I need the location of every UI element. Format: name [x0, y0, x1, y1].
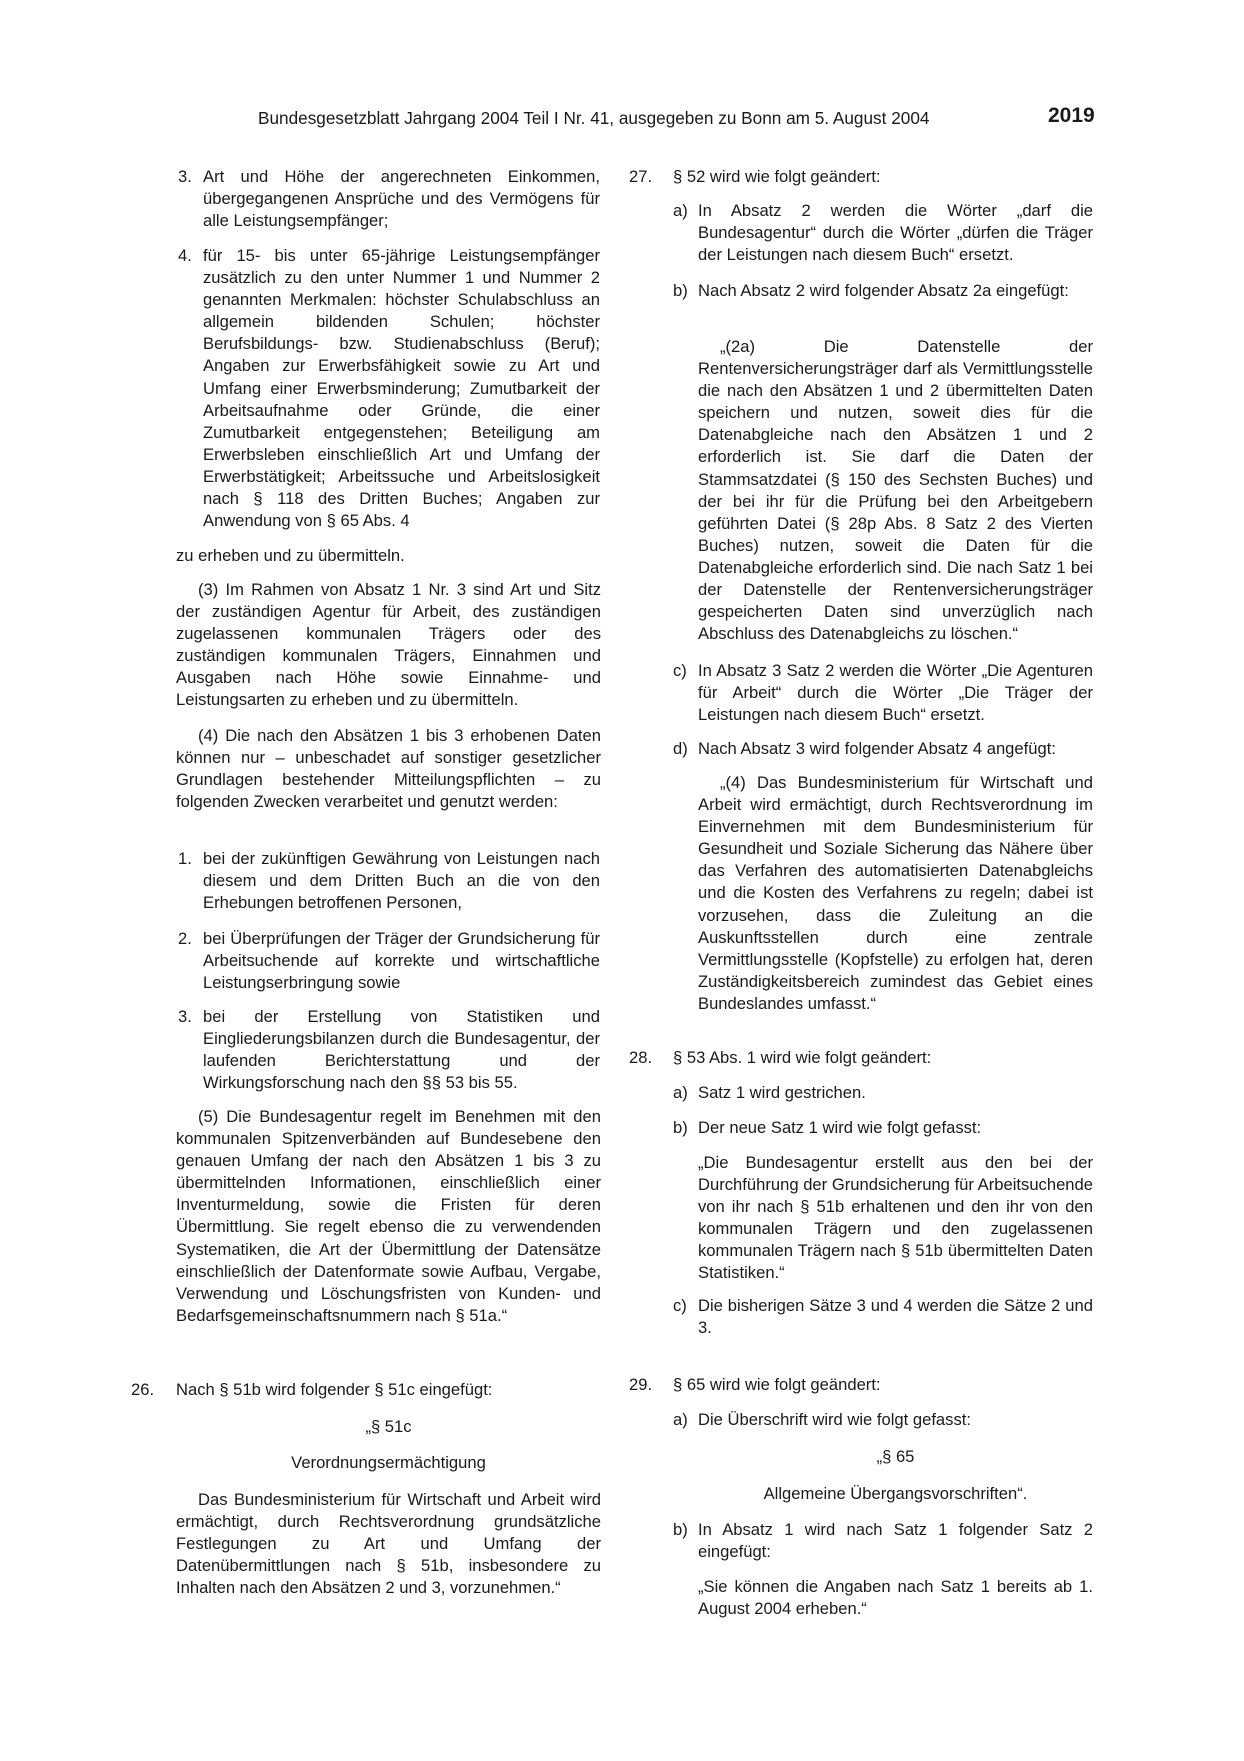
sub-item-text: In Absatz 1 wird nach Satz 1 folgender Satz 2 eingefügt: [698, 1520, 1093, 1562]
list-number: 1. [178, 849, 192, 868]
section-title: Verordnungsermächtigung [291, 1453, 486, 1472]
list-number: 3. [178, 167, 192, 186]
sub-item-text: In Absatz 2 werden die Wörter „darf die Bundesagentur“ durch die Wörter „dürfen die Träger der Leistungen nach diesem Buch“ ersetzt. [698, 201, 1093, 265]
item-text: § 53 Abs. 1 wird wie folgt geändert: [673, 1048, 932, 1067]
list-number: 3. [178, 1007, 192, 1026]
item-number: 28. [629, 1048, 653, 1067]
sub-item-text: Nach Absatz 3 wird folgender Absatz 4 angefügt: [698, 739, 1056, 758]
sub-item-text: Die bisherigen Sätze 3 und 4 werden die Sätze 2 und 3. [698, 1296, 1093, 1338]
item-number: 29. [629, 1375, 653, 1394]
sub-item-text: Der neue Satz 1 wird wie folgt gefasst: [698, 1118, 982, 1137]
sub-item-text: Die Überschrift wird wie folgt gefasst: [698, 1410, 971, 1429]
sub-label: a) [673, 1410, 688, 1429]
paragraph: Das Bundesministerium für Wirtschaft und Arbeit wird ermächtigt, durch Rechtsverordnung grundsätzliche Festlegungen zu Art und Umfang der Datenübermittlungen nach § 51b, insbesondere zu Inhalten nach den Absätzen 2 und 3, vorzunehmen.“ [176, 1490, 601, 1598]
section-number: „§ 65 [876, 1447, 915, 1466]
sub-item-text: Satz 1 wird gestrichen. [698, 1083, 866, 1102]
list-item-text: bei der Erstellung von Statistiken und Eingliederungsbilanzen durch die Bundesagentur, der laufenden Berichterstattung und der Wirkungsforschung nach den §§ 53 bis 55. [203, 1007, 600, 1093]
quoted-text: „(2a) Die Datenstelle der Rentenversicherungsträger darf als Vermittlungsstelle die nach den Absätzen 1 und 2 übermittelten Daten speichern und nutzen, soweit dies für die Datenabgleiche nach den Absätzen 1 und 2 erforderlich ist. Sie darf die Daten der Stammsatzdatei (§ 150 des Sechsten Buches) und der bei ihr für die Prüfung bei den Arbeitgebern geführten Datei (§ 28p Abs. 8 Satz 2 des Vierten Buches) nutzen, soweit die Daten für die Datenabgleiche erforderlich sind. Die nach Satz 1 bei der Datenstelle der Rentenversicherungsträger gespeicherten Daten sind unverzüglich nach Abschluss des Datenabgleichs zu löschen.“ [698, 337, 1093, 644]
item-number: 27. [629, 167, 653, 186]
paragraph: (5) Die Bundesagentur regelt im Benehmen mit den kommunalen Spitzenverbänden auf Bundesebene den genauen Umfang der nach den Absätzen 1 bis 3 zu übermittelnden Informationen, einschließlich einer Inventurmeldung, sowie die Fristen für deren Übermittlung. Sie regelt ebenso die zu verwendenden Systematiken, die Art der Übermittlung der Datensätze einschließlich der Datenformate sowie Aufbau, Vergabe, Verwendung und Löschungsfristen von Kunden- und Bedarfsgemeinschaftsnummern nach § 51a.“ [176, 1107, 601, 1325]
quoted-text: „Sie können die Angaben nach Satz 1 bereits ab 1. August 2004 erheben.“ [698, 1577, 1093, 1619]
item-text: Nach § 51b wird folgender § 51c eingefügt: [176, 1380, 493, 1399]
list-item-text: für 15- bis unter 65-jährige Leistungsempfänger zusätzlich zu den unter Nummer 1 und Nummer 2 genannten Merkmalen: höchster Schulabschluss an allgemein bildenden Schulen; höchster Berufsbildungs- bzw. Studienabschluss (Beruf); Angaben zur Erwerbsfähigkeit sowie zu Art und Umfang einer Erwerbsminderung; Zumutbarkeit der Arbeitsaufnahme oder Gründe, die einer Zumutbarkeit entgegenstehen; Beteiligung am Erwerbsleben einschließlich Art und Umfang der Erwerbstätigkeit; Arbeitssuche und Arbeitslosigkeit nach § 118 des Dritten Buches; Angaben zur Anwendung von § 65 Abs. 4 [203, 246, 600, 531]
item-text: § 65 wird wie folgt geändert: [673, 1375, 881, 1394]
quoted-text: „(4) Das Bundesministerium für Wirtschaft und Arbeit wird ermächtigt, durch Rechtsverordnung im Einvernehmen mit dem Bundesministerium für Gesundheit und Soziale Sicherung das Nähere über das Verfahren des automatisierten Datenabgleichs und die Kosten des Verfahrens zu regeln; dabei ist vorzusehen, dass die Zuleitung an die Auskunftsstellen durch eine zentrale Vermittlungsstelle (Kopfstelle) zu erfolgen hat, deren Zuständigkeitsbereich zumindest das Gebiet eines Bundeslandes umfasst.“ [698, 773, 1093, 1013]
section-number: „§ 51c [365, 1417, 412, 1436]
page-number: 2019 [1048, 104, 1095, 127]
sub-label: c) [673, 661, 687, 680]
section-title: Allgemeine Übergangsvorschriften“. [763, 1484, 1028, 1503]
sub-label: b) [673, 1118, 688, 1137]
list-number: 4. [178, 246, 192, 265]
item-number: 26. [131, 1380, 155, 1399]
list-item-text: bei Überprüfungen der Träger der Grundsicherung für Arbeitsuchende auf korrekte und wirtschaftliche Leistungserbringung sowie [203, 929, 600, 993]
paragraph: (4) Die nach den Absätzen 1 bis 3 erhobenen Daten können nur – unbeschadet auf sonstiger gesetzlicher Grundlagen bestehender Mitteilungspflichten – zu folgenden Zwecken verarbeitet und genutzt werden: [176, 726, 601, 812]
paragraph: (3) Im Rahmen von Absatz 1 Nr. 3 sind Art und Sitz der zuständigen Agentur für Arbeit, des zuständigen zugelassenen kommunalen Trägers oder des zuständigen kommunalen Trägers, Einnahmen und Ausgaben nach Höhe sowie Einnahme- und Leistungsarten zu erheben und zu übermitteln. [176, 580, 601, 710]
sub-item-text: Nach Absatz 2 wird folgender Absatz 2a eingefügt: [698, 281, 1069, 300]
sub-label: c) [673, 1296, 687, 1315]
sub-label: b) [673, 281, 688, 300]
sub-label: d) [673, 739, 688, 758]
quoted-text: „Die Bundesagentur erstellt aus den bei der Durchführung der Grundsicherung für Arbeitsuchende von ihr nach § 51b erhaltenen und den ihr von den kommunalen Trägern und den zugelassenen kommunalen Trägern nach § 51b übermittelten Daten Statistiken.“ [698, 1153, 1093, 1283]
paragraph: zu erheben und zu übermitteln. [176, 546, 405, 565]
list-number: 2. [178, 929, 192, 948]
sub-label: a) [673, 1083, 688, 1102]
list-item-text: Art und Höhe der angerechneten Einkommen, übergegangenen Ansprüche und des Vermögens für alle Leistungsempfänger; [203, 167, 600, 231]
sub-label: a) [673, 201, 688, 220]
running-header: Bundesgesetzblatt Jahrgang 2004 Teil I Nr. 41, ausgegeben zu Bonn am 5. August 2004 [258, 108, 930, 128]
list-item-text: bei der zukünftigen Gewährung von Leistungen nach diesem und dem Dritten Buch an die von den Erhebungen betroffenen Personen, [203, 849, 600, 913]
sub-item-text: In Absatz 3 Satz 2 werden die Wörter „Die Agenturen für Arbeit“ durch die Wörter „Die Träger der Leistungen nach diesem Buch“ ersetzt. [698, 661, 1093, 725]
item-text: § 52 wird wie folgt geändert: [673, 167, 881, 186]
sub-label: b) [673, 1520, 688, 1539]
